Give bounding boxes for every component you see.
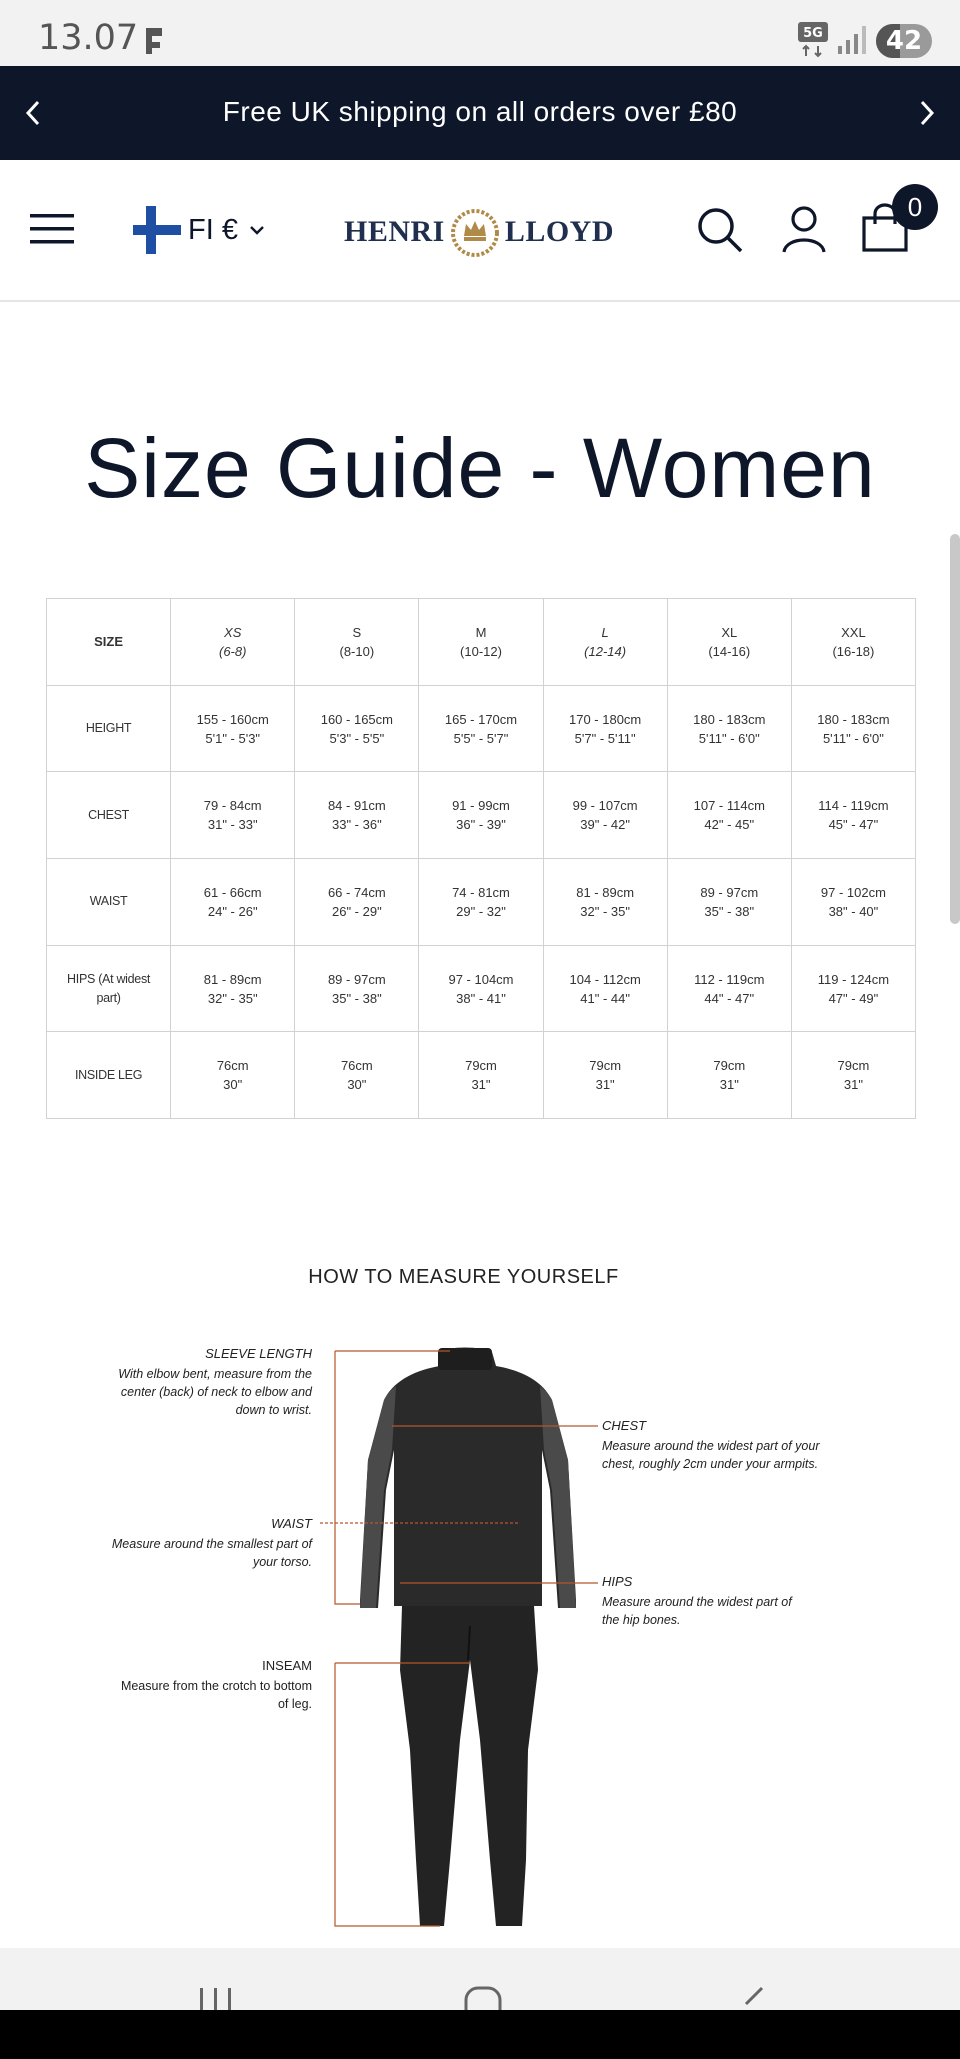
table-cell (791, 772, 915, 859)
table-cell (543, 945, 667, 1032)
logo-text-right: LLOYD (504, 215, 614, 248)
size-uk: (8-10) (339, 643, 375, 659)
row-label: HEIGHT (47, 685, 171, 772)
chest-annotation (602, 1418, 822, 1473)
cell-metric: 79 - 84cm (203, 798, 262, 814)
table-cell (171, 772, 295, 859)
system-navigation-bar (0, 1948, 960, 2010)
table-cell (667, 859, 791, 946)
table-cell (295, 1032, 419, 1119)
size-uk: (10-12) (460, 643, 502, 659)
cell-imperial: 42" - 45" (704, 817, 755, 833)
sleeve-desc: With elbow bent, measure from the center (back) of neck to elbow and down to wrist. (118, 1367, 312, 1417)
size-uk: (16-18) (832, 643, 875, 659)
cell-metric: 79cm (465, 1058, 497, 1074)
cell-imperial: 47" - 49" (828, 990, 879, 1006)
inseam-annotation (120, 1658, 312, 1713)
cell-imperial: 39" - 42" (580, 817, 630, 833)
cell-metric: 114 - 119cm (818, 798, 889, 814)
size-column-header (171, 599, 295, 686)
page-scrollbar[interactable] (950, 534, 960, 924)
wetsuit-figure (320, 1340, 620, 1940)
hips-annotation (602, 1574, 812, 1629)
page-title: Size Guide - Women (84, 421, 876, 515)
cell-imperial: 30" (347, 1077, 367, 1093)
cell-imperial: 30" (223, 1077, 243, 1093)
table-cell (791, 685, 915, 772)
table-cell (171, 685, 295, 772)
cell-metric: 99 - 107cm (572, 798, 638, 814)
cell-metric: 76cm (216, 1058, 249, 1074)
chevron-down-icon (246, 219, 268, 241)
announcement-text[interactable]: Free UK shipping on all orders over £80 (222, 96, 738, 127)
size-table (46, 598, 916, 1119)
waist-annotation (100, 1516, 312, 1571)
finland-flag-icon (132, 205, 182, 255)
cell-metric: 155 - 160cm (196, 711, 269, 727)
cell-imperial: 36" - 39" (456, 817, 506, 833)
size-name: S (352, 624, 362, 640)
cell-metric: 76cm (340, 1058, 373, 1074)
waist-label: WAIST (271, 1516, 312, 1531)
network-label: 5G (803, 26, 823, 41)
cell-imperial: 24" - 26" (207, 903, 258, 919)
cell-metric: 165 - 170cm (444, 711, 518, 727)
table-cell (791, 945, 915, 1032)
cell-imperial: 35" - 38" (332, 990, 382, 1006)
size-name: M (475, 624, 487, 640)
table-cell (171, 859, 295, 946)
table-cell (543, 685, 667, 772)
country-code: FI € (188, 213, 238, 246)
size-uk: (12-14) (584, 643, 627, 659)
inseam-label: INSEAM (262, 1658, 312, 1673)
cell-metric: 107 - 114cm (693, 798, 765, 814)
cell-metric: 66 - 74cm (327, 884, 386, 900)
hips-desc: Measure around the widest part of the hip bones. (602, 1595, 792, 1627)
home-icon[interactable] (464, 1986, 504, 2010)
row-label: CHEST (47, 772, 171, 859)
size-name: XS (224, 624, 242, 640)
table-cell (419, 685, 543, 772)
cell-metric: 160 - 165cm (320, 711, 393, 727)
cell-metric: 119 - 124cm (817, 971, 890, 987)
cell-imperial: 31" (471, 1077, 491, 1093)
cell-imperial: 31" - 33" (207, 817, 258, 833)
table-row (47, 685, 916, 772)
table-cell (667, 685, 791, 772)
cart-count-badge[interactable]: 0 (892, 184, 938, 230)
cell-imperial: 5'1" - 5'3" (205, 730, 261, 746)
cell-imperial: 32" - 35" (580, 903, 630, 919)
cell-metric: 170 - 180cm (569, 711, 642, 727)
cell-metric: 180 - 183cm (817, 711, 890, 727)
battery-icon (876, 24, 932, 58)
site-header (0, 160, 960, 302)
table-cell (295, 685, 419, 772)
chest-desc: Measure around the widest part of your chest, roughly 2cm under your armpits. (602, 1439, 820, 1471)
crown-crest-icon (447, 204, 503, 260)
cell-imperial: 26" - 29" (332, 903, 382, 919)
bottom-bar (0, 2010, 960, 2059)
size-name: XL (721, 624, 738, 640)
brand-logo[interactable] (344, 204, 614, 260)
table-cell (791, 1032, 915, 1119)
table-cell (667, 945, 791, 1032)
chest-label: CHEST (602, 1418, 647, 1433)
status-time: 13.07 (38, 18, 139, 58)
table-cell (419, 859, 543, 946)
cell-imperial: 38" - 40" (828, 903, 879, 919)
inseam-desc: Measure from the crotch to bottom of leg. (120, 1679, 312, 1711)
recent-apps-icon[interactable] (196, 1988, 236, 2010)
table-cell (295, 859, 419, 946)
cell-metric: 89 - 97cm (327, 971, 386, 987)
size-uk: (14-16) (708, 643, 751, 659)
cell-metric: 61 - 66cm (203, 884, 262, 900)
size-uk: (6-8) (218, 643, 247, 659)
logo-text-left: HENRI (344, 215, 445, 248)
table-row (47, 1032, 916, 1119)
cell-imperial: 5'5" - 5'7" (453, 730, 509, 746)
country-currency-selector[interactable] (132, 204, 268, 256)
size-column-header (295, 599, 419, 686)
row-label: HIPS (At widest part) (47, 945, 171, 1032)
chevron-right-icon[interactable] (902, 88, 952, 138)
announcement-bar (0, 66, 960, 160)
size-table-header-row (47, 599, 916, 686)
size-name: L (601, 624, 609, 640)
cell-imperial: 44" - 47" (704, 990, 755, 1006)
table-cell (295, 772, 419, 859)
table-cell (667, 1032, 791, 1119)
cell-imperial: 33" - 36" (332, 817, 382, 833)
cell-imperial: 5'3" - 5'5" (329, 730, 385, 746)
cell-metric: 97 - 104cm (448, 971, 514, 987)
sleeve-label: SLEEVE LENGTH (205, 1346, 312, 1361)
table-cell (419, 945, 543, 1032)
cell-metric: 180 - 183cm (693, 711, 766, 727)
cell-imperial: 5'11" - 6'0" (698, 730, 760, 746)
table-row (47, 859, 916, 946)
cell-metric: 84 - 91cm (327, 798, 386, 814)
table-cell (419, 1032, 543, 1119)
table-cell (171, 1032, 295, 1119)
table-row (47, 772, 916, 859)
size-column-header (667, 599, 791, 686)
waist-desc: Measure around the smallest part of your torso. (111, 1537, 312, 1569)
cell-metric: 79cm (589, 1058, 622, 1074)
cell-imperial: 5'7" - 5'11" (574, 730, 636, 746)
cell-imperial: 5'11" - 6'0" (822, 730, 884, 746)
app-notification-icon (142, 24, 166, 56)
sleeve-annotation (100, 1346, 312, 1419)
menu-icon[interactable] (30, 212, 78, 246)
cell-metric: 79cm (837, 1058, 870, 1074)
table-cell (543, 772, 667, 859)
table-cell (295, 945, 419, 1032)
signal-icon (836, 24, 866, 56)
table-cell (791, 859, 915, 946)
row-label: INSIDE LEG (47, 1032, 171, 1119)
cell-imperial: 29" - 32" (456, 903, 506, 919)
cell-imperial: 35" - 38" (704, 903, 755, 919)
cell-metric: 74 - 81cm (452, 884, 510, 900)
cell-metric: 89 - 97cm (700, 884, 759, 900)
hips-label: HIPS (602, 1574, 633, 1589)
cell-imperial: 31" (719, 1077, 739, 1093)
table-cell (171, 945, 295, 1032)
cell-metric: 79cm (713, 1058, 746, 1074)
cell-metric: 91 - 99cm (452, 798, 510, 814)
size-column-header (419, 599, 543, 686)
size-column-header (791, 599, 915, 686)
cell-metric: 104 - 112cm (569, 971, 641, 987)
account-icon[interactable] (780, 204, 828, 254)
cell-metric: 97 - 102cm (820, 884, 886, 900)
table-cell (667, 772, 791, 859)
table-cell (543, 1032, 667, 1119)
table-cell (543, 859, 667, 946)
cell-imperial: 41" - 44" (580, 990, 630, 1006)
network-5g-icon (798, 22, 828, 58)
cell-metric: 81 - 89cm (576, 884, 635, 900)
cell-imperial: 45" - 47" (828, 817, 879, 833)
row-label: WAIST (47, 859, 171, 946)
cell-imperial: 31" (595, 1077, 615, 1093)
table-cell (419, 772, 543, 859)
cell-imperial: 31" (843, 1077, 863, 1093)
cell-metric: 81 - 89cm (203, 971, 262, 987)
search-icon[interactable] (696, 206, 744, 254)
size-name: XXL (841, 624, 866, 640)
cell-imperial: 32" - 35" (207, 990, 258, 1006)
measure-title: HOW TO MEASURE YOURSELF (308, 1266, 619, 1288)
size-column-header (543, 599, 667, 686)
status-bar (0, 0, 960, 66)
table-row (47, 945, 916, 1032)
size-header-label: SIZE (47, 599, 171, 686)
cell-metric: 112 - 119cm (694, 971, 765, 987)
back-icon[interactable] (736, 1986, 772, 2010)
cell-imperial: 38" - 41" (456, 990, 506, 1006)
battery-level-text: 42 (885, 26, 923, 56)
